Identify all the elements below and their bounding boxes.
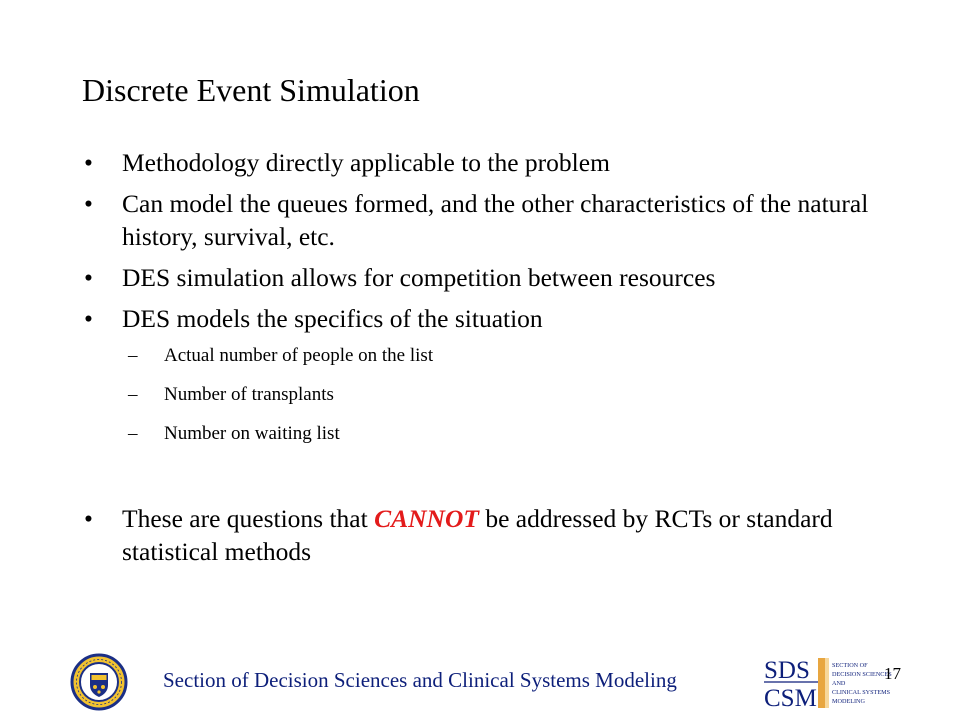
bullet-text-after: be addressed by RCTs or standard statistical methods [122, 504, 833, 566]
slide-title: Discrete Event Simulation [82, 72, 420, 108]
bullet-text-before: These are questions that [122, 504, 375, 533]
sub-bullet-item: – Number of transplants [84, 383, 884, 407]
logo-line-1: SDS [764, 657, 810, 684]
sub-bullet-item: – Actual number of people on the list [84, 344, 884, 368]
sds-csm-logo [762, 654, 892, 710]
logo-caption-line: MODELING [832, 698, 865, 705]
bullet-item: • Can model the queues formed, and the other characteristics of the natural history, survival, etc. [84, 187, 884, 253]
bullet-item-cannot [84, 502, 884, 568]
bullet-list [84, 146, 884, 568]
page-number: 17 [884, 664, 901, 683]
sub-bullet-item: – Number on waiting list [84, 422, 884, 446]
footer-text: Section of Decision Sciences and Clinical Systems Modeling [163, 668, 677, 692]
bullet-item: • Methodology directly applicable to the problem [84, 146, 884, 179]
logo-line-2: CSM [764, 685, 817, 710]
logo-caption-line: SECTION OF [832, 662, 868, 669]
bullet-item: • DES simulation allows for competition between resources [84, 261, 884, 294]
logo-caption-line: AND [832, 680, 846, 687]
cannot-emphasis: CANNOT [374, 504, 479, 533]
university-seal-icon [70, 653, 128, 711]
logo-caption-line: CLINICAL SYSTEMS [832, 689, 891, 696]
logo-caption-line: DECISION SCIENCES [832, 671, 892, 678]
bullet-item: • DES models the specifics of the situation [84, 302, 884, 335]
